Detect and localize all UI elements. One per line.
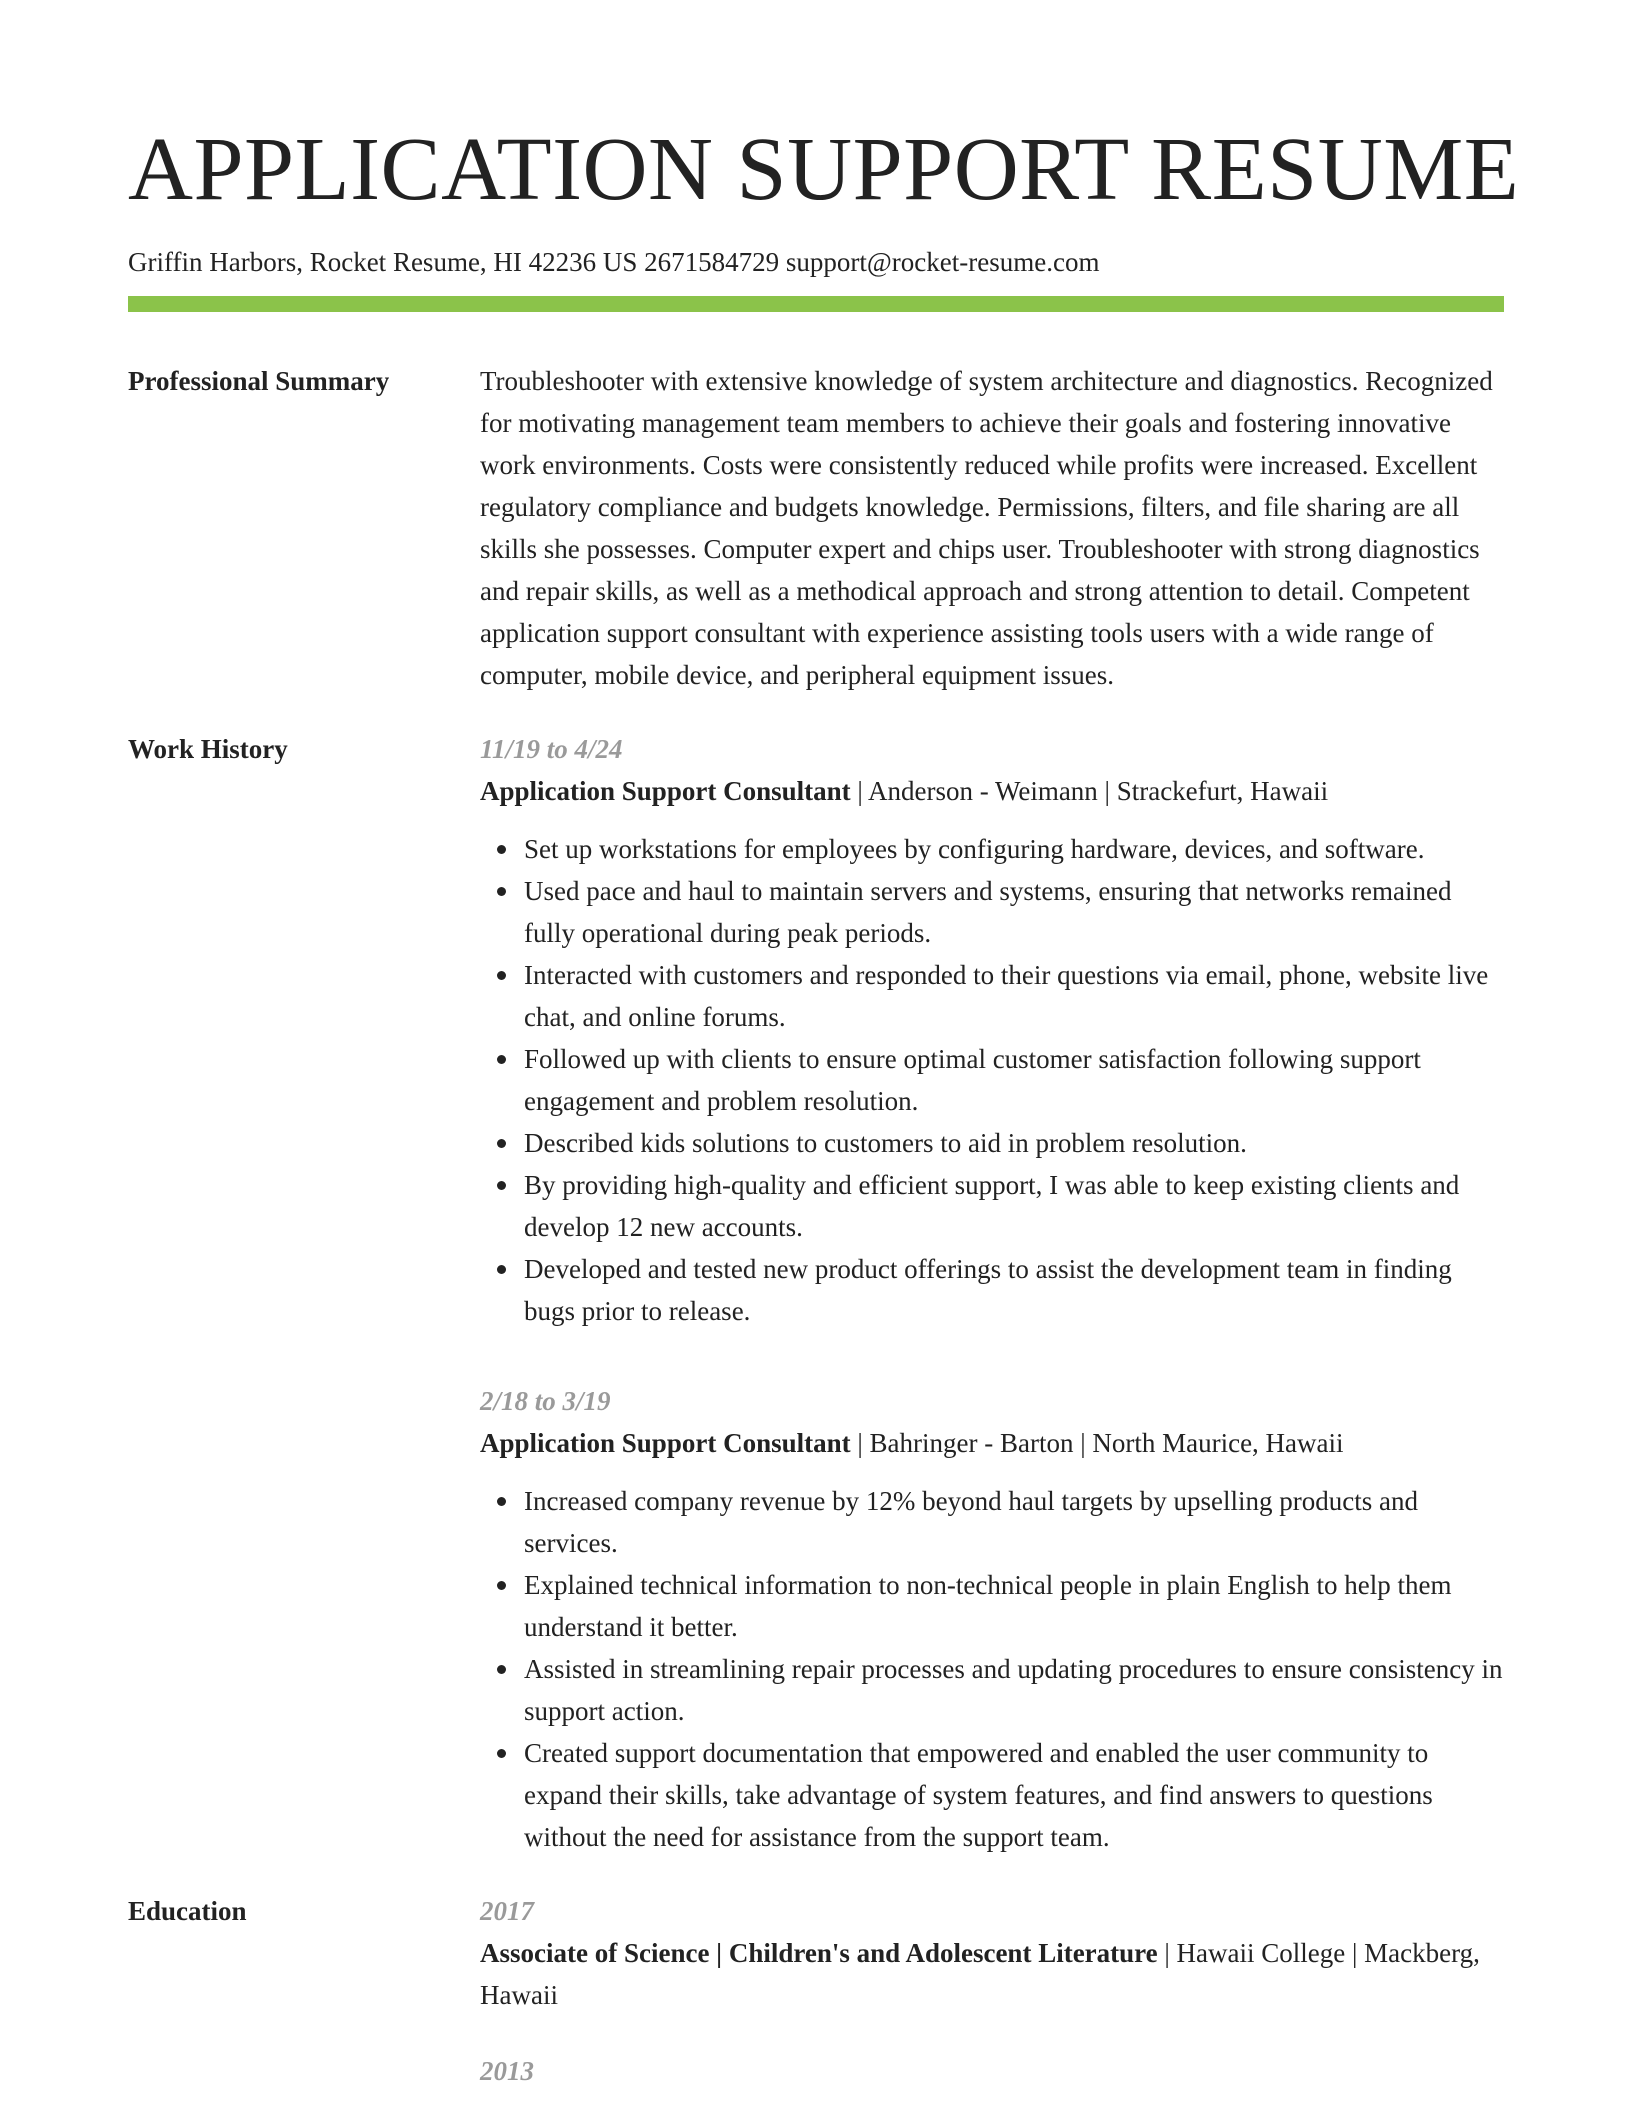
job-bullet-list (480, 1480, 1504, 1858)
contact-line: Griffin Harbors, Rocket Resume, HI 42236 US 2671584729 support@rocket-resume.com (128, 247, 1100, 277)
job-bullet: Set up workstations for employees by configuring hardware, devices, and software. (524, 828, 1504, 870)
job-bullet: Created support documentation that empowered and enabled the user community to expand their skills, take advantage of system features, and find answers to questions without the need for assistance from the support team. (524, 1732, 1504, 1858)
resume-page (128, 118, 1520, 2112)
job-bullet: Described kids solutions to customers to aid in problem resolution. (524, 1122, 1504, 1164)
job-heading (480, 1422, 1504, 1464)
education-school-location: | Hawaii College | Mackberg, Hawaii (480, 1938, 1480, 2010)
section-label-work-history: Work History (128, 734, 288, 764)
education-year: 2013 (480, 2056, 534, 2086)
education-entry (480, 1890, 1504, 2016)
section-label-education: Education (128, 1896, 247, 1926)
summary-text: Troubleshooter with extensive knowledge of system architecture and diagnostics. Recognized for motivating management team members to achieve their goals and fostering innovative work environments. Costs were consistently reduced while profits were increased. Excellent regulatory compliance and budgets knowledge. Permissions, filters, and file sharing are all skills she possesses. Computer expert and chips user. Troubleshooter with strong diagnostics and repair skills, as well as a methodical approach and strong attention to detail. Competent application support consultant with experience assisting tools users with a wide range of computer, mobile device, and peripheral equipment issues. (480, 366, 1493, 690)
job-employer-location: | Bahringer - Barton | North Maurice, Hawaii (850, 1428, 1344, 1458)
education-heading (480, 1932, 1504, 2016)
resume-title: APPLICATION SUPPORT RESUME (128, 120, 1520, 219)
job-bullet-list (480, 828, 1504, 1332)
job-entry (480, 728, 1504, 1332)
professional-summary-section (128, 360, 1504, 696)
job-bullet: By providing high-quality and efficient support, I was able to keep existing clients and develop 12 new accounts. (524, 1164, 1504, 1248)
job-title: Application Support Consultant (480, 776, 851, 806)
job-bullet: Followed up with clients to ensure optimal customer satisfaction following support engagement and problem resolution. (524, 1038, 1504, 1122)
education-year: 2017 (480, 1896, 534, 1926)
work-history-body (480, 728, 1504, 1858)
job-title: Application Support Consultant (480, 1428, 851, 1458)
job-entry (480, 1380, 1504, 1858)
section-label-summary: Professional Summary (128, 366, 390, 396)
job-bullet: Explained technical information to non-technical people in plain English to help them understand it better. (524, 1564, 1504, 1648)
job-bullet: Developed and tested new product offerings to assist the development team in finding bugs prior to release. (524, 1248, 1504, 1332)
job-heading (480, 770, 1504, 812)
job-bullet: Interacted with customers and responded to their questions via email, phone, website live chat, and online forums. (524, 954, 1504, 1038)
job-bullet: Increased company revenue by 12% beyond haul targets by upselling products and services. (524, 1480, 1504, 1564)
education-section (128, 1890, 1504, 2112)
education-degree: Associate of Science | Children's and Adolescent Literature (480, 1938, 1158, 1968)
job-bullet: Used pace and haul to maintain servers and systems, ensuring that networks remained fully operational during peak periods. (524, 870, 1504, 954)
job-dates: 11/19 to 4/24 (480, 734, 623, 764)
work-history-section (128, 728, 1504, 1858)
job-dates: 2/18 to 3/19 (480, 1386, 611, 1416)
job-bullet: Assisted in streamlining repair processes and updating procedures to ensure consistency in support action. (524, 1648, 1504, 1732)
education-body (480, 1890, 1504, 2112)
accent-divider (128, 296, 1504, 312)
education-entry (480, 2050, 1504, 2092)
job-employer-location: | Anderson - Weimann | Strackefurt, Hawaii (850, 776, 1329, 806)
